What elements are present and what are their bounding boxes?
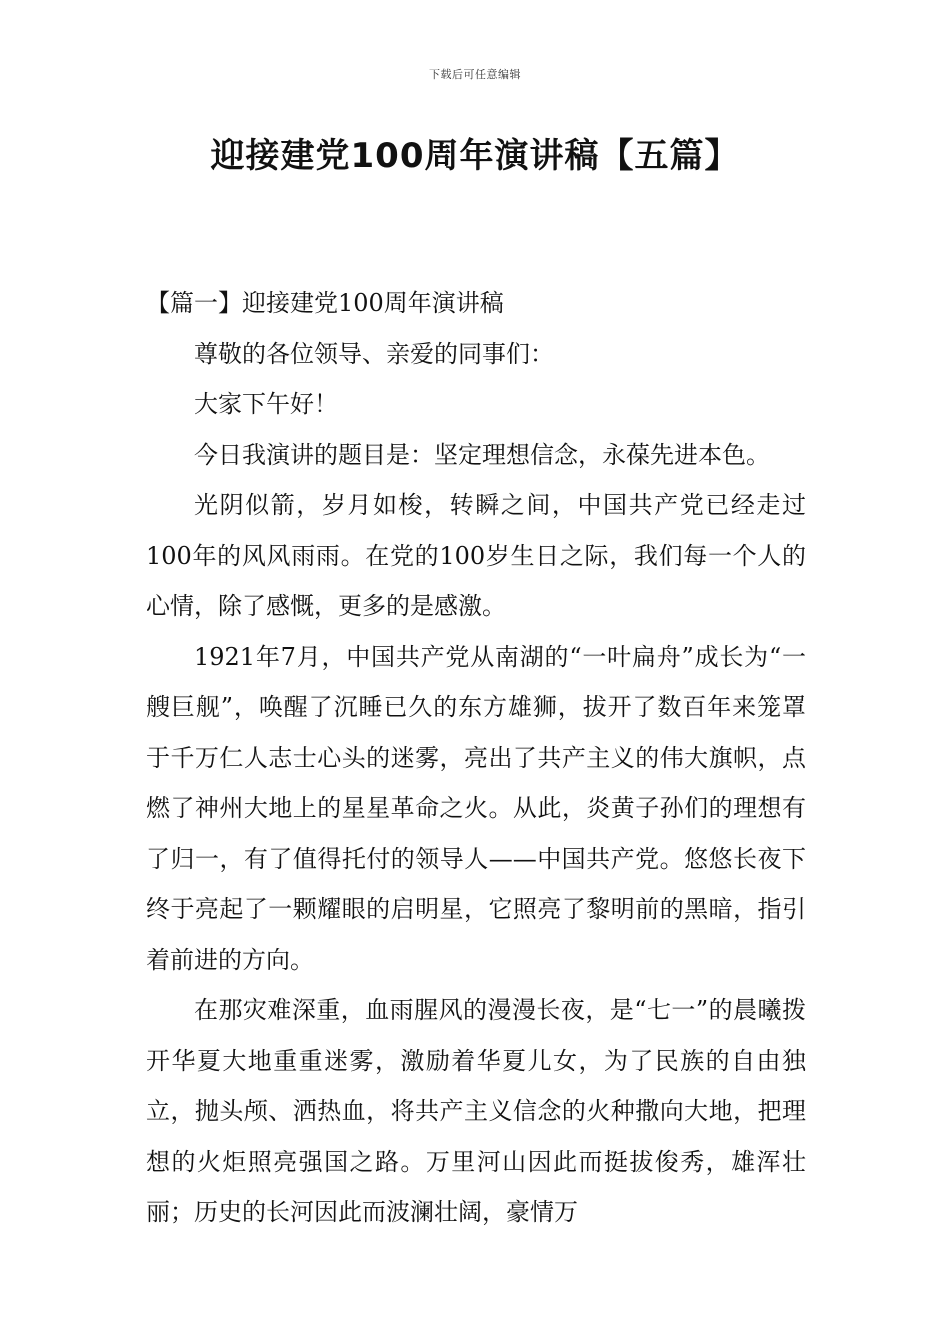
- paragraph-body-2: 1921年7月，中国共产党从南湖的“一叶扁舟”成长为“一艘巨舰”，唤醒了沉睡已久的东方雄狮，拔开了数百年来笼罩于千万仁人志士心头的迷雾，亮出了共产主义的伟大旗帜，点燃了神州大地上的星星革命之火。从此，炎黄子孙们的理想有了归一，有了值得托付的领导人——中国共产党。悠悠长夜下终于亮起了一颗耀眼的启明星，它照亮了黎明前的黑暗，指引着前进的方向。: [146, 642, 806, 974]
- paragraph-salutation: 尊敬的各位领导、亲爱的同事们：: [194, 339, 554, 368]
- document-body: [146, 278, 806, 1238]
- page-header-note: 下载后可任意编辑: [429, 68, 521, 81]
- paragraph-body-3: 在那灾难深重，血雨腥风的漫漫长夜，是“七一”的晨曦拨开华夏大地重重迷雾，激励着华夏儿女，为了民族的自由独立，抛头颅、洒热血，将共产主义信念的火种撒向大地，把理想的火炬照亮强国之路。万里河山因此而挺拔俊秀，雄浑壮丽；历史的长河因此而波澜壮阔，豪情万: [146, 996, 806, 1226]
- paragraph-greeting: 大家下午好！: [194, 390, 338, 418]
- document-title: 迎接建党100周年演讲稿【五篇】: [210, 136, 740, 176]
- paragraph-topic: 今日我演讲的题目是：坚定理想信念，永葆先进本色。: [194, 440, 770, 469]
- paragraph-body-1: 光阴似箭，岁月如梭，转瞬之间，中国共产党已经走过100年的风风雨雨。在党的100岁生日之际，我们每一个人的心情，除了感慨，更多的是感激。: [146, 491, 806, 620]
- section-heading: 【篇一】迎接建党100周年演讲稿: [146, 289, 504, 317]
